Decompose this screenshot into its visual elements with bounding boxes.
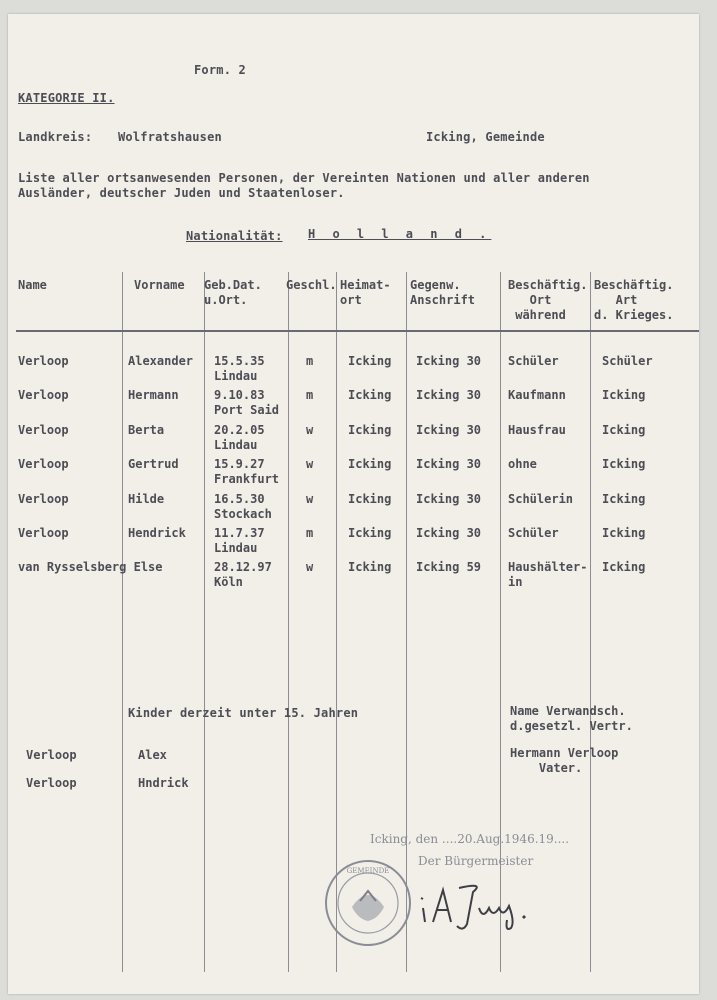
cell-krieges: Icking — [602, 388, 646, 402]
cell-name: Verloop — [18, 388, 69, 402]
cell-vorname: Hendrick — [128, 526, 186, 540]
cell-anschrift: Icking 30 — [416, 388, 482, 402]
header-beschaeftig-krieges: Beschäftig. Art d. Krieges. — [594, 278, 674, 322]
cell-anschrift: Icking 30 — [416, 492, 482, 506]
column-divider — [590, 272, 591, 972]
relative-value: Hermann Verloop Vater. — [510, 746, 619, 775]
kategorie-heading: KATEGORIE II. — [18, 91, 115, 105]
landkreis-label: Landkreis: — [18, 130, 93, 144]
cell-heimat: Icking — [348, 457, 392, 471]
child-vorname: Hndrick — [138, 776, 189, 790]
cell-vorname: Berta — [128, 423, 165, 437]
header-gebdat: Geb.Dat. u.Ort. — [204, 278, 262, 307]
header-rule — [16, 330, 699, 332]
cell-waehrend: Schülerin — [508, 492, 574, 506]
intro-line-2: Ausländer, deutscher Juden und Staatenloser. — [18, 186, 345, 200]
cell-vorname: Hermann — [128, 388, 179, 402]
cell-waehrend: Hausfrau — [508, 423, 566, 437]
column-divider — [204, 272, 205, 972]
cell-anschrift: Icking 30 — [416, 354, 482, 368]
cell-waehrend: Kaufmann — [508, 388, 566, 402]
cell-anschrift: Icking 30 — [416, 423, 482, 437]
cell-name: Verloop — [18, 423, 69, 437]
header-geschl: Geschl. — [286, 278, 337, 292]
cell-krieges: Icking — [602, 526, 646, 540]
cell-geb: 9.10.83 Port Said — [214, 388, 280, 417]
column-divider — [288, 272, 289, 972]
cell-name: van Rysselsberg Else — [18, 560, 163, 574]
cell-geb: 15.9.27 Frankfurt — [214, 457, 280, 486]
cell-geschl: w — [306, 457, 314, 471]
cell-heimat: Icking — [348, 492, 392, 506]
header-beschaeftig-waehrend: Beschäftig. Ort während — [508, 278, 588, 322]
cell-anschrift: Icking 30 — [416, 526, 482, 540]
cell-geschl: m — [306, 388, 314, 402]
cell-name: Verloop — [18, 354, 69, 368]
signature-icon — [415, 872, 545, 932]
cell-geb: 15.5.35 Lindau — [214, 354, 265, 383]
cell-waehrend: ohne — [508, 457, 537, 471]
child-name: Verloop — [26, 748, 77, 762]
header-vorname: Vorname — [134, 278, 185, 292]
cell-krieges: Schüler — [602, 354, 653, 368]
cell-vorname: Hilde — [128, 492, 165, 506]
cell-geschl: w — [306, 560, 314, 574]
nationality-value: H o l l a n d . — [308, 227, 492, 241]
column-divider — [122, 272, 123, 972]
cell-geb: 11.7.37 Lindau — [214, 526, 265, 555]
cell-heimat: Icking — [348, 560, 392, 574]
child-vorname: Alex — [138, 748, 167, 762]
cell-waehrend: Schüler — [508, 526, 559, 540]
cell-geschl: m — [306, 526, 314, 540]
cell-krieges: Icking — [602, 423, 646, 437]
children-heading: Kinder derzeit unter 15. Jahren — [128, 706, 359, 720]
cell-geschl: m — [306, 354, 314, 368]
cell-heimat: Icking — [348, 526, 392, 540]
cell-name: Verloop — [18, 457, 69, 471]
nationality-label: Nationalität: — [186, 229, 283, 243]
cell-heimat: Icking — [348, 388, 392, 402]
cell-name: Verloop — [18, 526, 69, 540]
cell-vorname: Alexander — [128, 354, 194, 368]
header-heimatort: Heimat- ort — [340, 278, 391, 307]
cell-krieges: Icking — [602, 457, 646, 471]
official-seal-icon — [322, 857, 414, 949]
cell-name: Verloop — [18, 492, 69, 506]
cell-geb: 28.12.97 Köln — [214, 560, 272, 589]
stamp-title: Der Bürgermeister — [418, 854, 534, 868]
cell-waehrend: Haushälter- in — [508, 560, 588, 589]
cell-waehrend: Schüler — [508, 354, 559, 368]
cell-geschl: w — [306, 423, 314, 437]
relative-heading: Name Verwandsch. d.gesetzl. Vertr. — [510, 704, 633, 733]
header-anschrift: Gegenw. Anschrift — [410, 278, 476, 307]
stamp-place-date: Icking, den ....20.Aug.1946.19.... — [370, 832, 570, 846]
cell-geschl: w — [306, 492, 314, 506]
cell-anschrift: Icking 59 — [416, 560, 482, 574]
gemeinde: Icking, Gemeinde — [426, 130, 545, 144]
cell-vorname: Gertrud — [128, 457, 179, 471]
cell-geb: 16.5.30 Stockach — [214, 492, 272, 521]
svg-text:GEMEINDE: GEMEINDE — [346, 867, 390, 875]
cell-heimat: Icking — [348, 423, 392, 437]
landkreis-value: Wolfratshausen — [118, 130, 222, 144]
cell-krieges: Icking — [602, 492, 646, 506]
form-label: Form. 2 — [194, 63, 246, 77]
cell-anschrift: Icking 30 — [416, 457, 482, 471]
header-name: Name — [18, 278, 47, 292]
document-page — [8, 14, 699, 994]
intro-line-1: Liste aller ortsanwesenden Personen, der Vereinten Nationen und aller anderen — [18, 171, 590, 185]
child-name: Verloop — [26, 776, 77, 790]
cell-geb: 20.2.05 Lindau — [214, 423, 265, 452]
cell-heimat: Icking — [348, 354, 392, 368]
cell-krieges: Icking — [602, 560, 646, 574]
